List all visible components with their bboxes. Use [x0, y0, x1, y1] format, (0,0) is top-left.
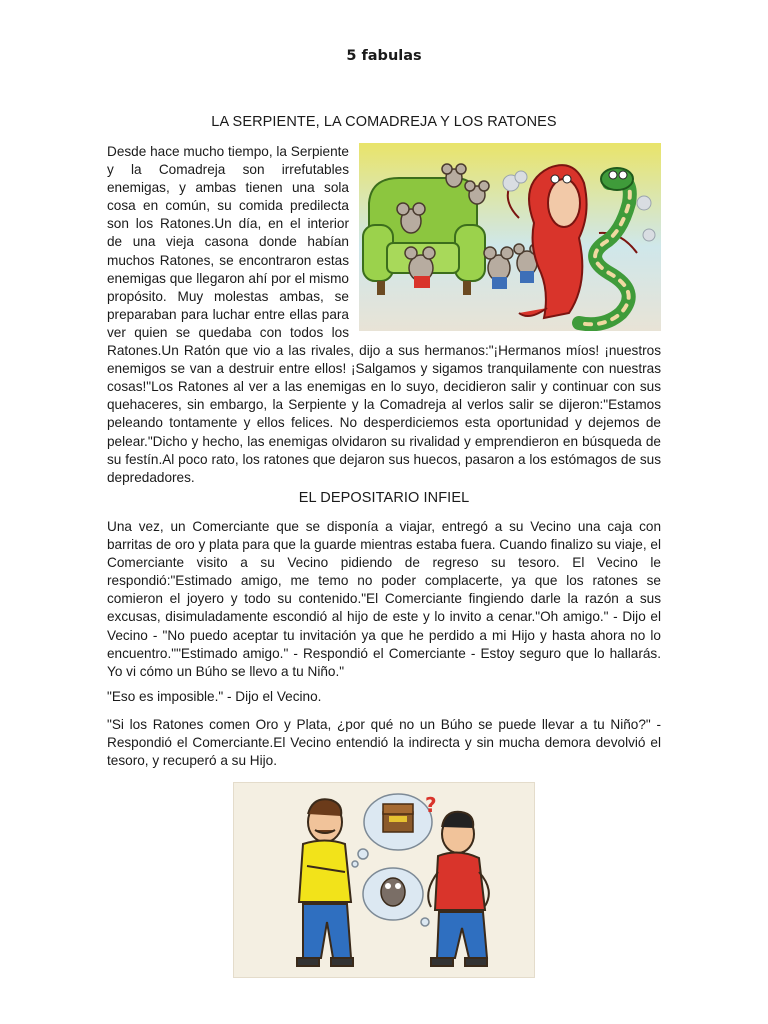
fable1-illustration — [359, 143, 661, 331]
fable2-paragraph-3: "Si los Ratones comen Oro y Plata, ¿por qué no un Búho se puede llevar a tu Niño?" - Respondió el Comerciante.El Vecino entendió la indirecta y sin mucha demora devolvió el tesoro, y recuperó a su Hijo. — [107, 717, 661, 769]
fable1-body — [107, 143, 661, 487]
fable2-heading: EL DEPOSITARIO INFIEL — [298, 490, 470, 506]
merchant-neighbor-drawing — [233, 782, 535, 978]
svg-text:?: ? — [425, 793, 437, 817]
fable2-paragraph-2: "Eso es imposible." - Dijo el Vecino. — [107, 689, 322, 704]
snake-weasel-mice-drawing — [359, 143, 661, 331]
fable2-illustration — [233, 782, 535, 978]
fable1-heading: LA SERPIENTE, LA COMADREJA Y LOS RATONES — [211, 114, 557, 130]
fable2-paragraph-1: Una vez, un Comerciante que se disponía a viajar, entregó a su Vecino una caja con barritas de oro y plata para que la guarde mientras estaba fuera. Cuando finalizo su viaje, el Comerciante visito a su Vecino pidiendo de regreso su tesoro. El Vecino le respondió:"Estimado amigo, me temo no poder complacerte, ya que los ratones se comieron el joyero y todo su contenido."El Comerciante fingiendo darle la razón a sus excusas, disimuladamente escondió al hijo de este y lo invito a cenar."Oh amigo." - Dijo el Vecino - "No puedo aceptar tu invitación ya que he perdido a mi Hijo y hasta ahora no lo encuentro.""Estimado amigo." - Respondió el Comerciante - Estoy seguro que lo hallarás. Yo vi cómo un Búho se llevo a tu Niño." — [107, 519, 661, 679]
document-title: 5 fabulas — [346, 48, 422, 64]
fable1-text: Desde hace mucho tiempo, la Serpiente y la Comadreja son irrefutables enemigas, y ambas tienen una sola cosa en común, su comida predilecta son los Ratones.Un día, en el interior de una vieja casona donde habían muchos Ratones, se encontraron estas enemigas que llegaron ahí por el mismo propósito. Muy molestas ambas, se preparaban para luchar entre ellas para ver quien se quedaba con todos los Ratones.Un Ratón que vio a las rivales, dijo a sus hermanos:"¡Hermanos míos! ¡nuestros enemigos se van a destruir entre ellos! ¡Salgamos y sigamos tranquilamente con nuestras cosas!"Los Ratones al ver a las enemigas en lo suyo, decidieron salir y continuar con sus quehaceres, sin embargo, la Serpiente y la Comadreja al verlos salir se dijeron:"Estamos peleando tontamente y ellos felices. No desperdiciemos esta oportunidad y dejemos de pelear."Dicho y hecho, las enemigas olvidaron su rivalidad y emprendieron en búsqueda de su festín.Al poco rato, los ratones que dejaron sus huecos, pasaron a los estómagos de sus depredadores. — [107, 144, 661, 485]
